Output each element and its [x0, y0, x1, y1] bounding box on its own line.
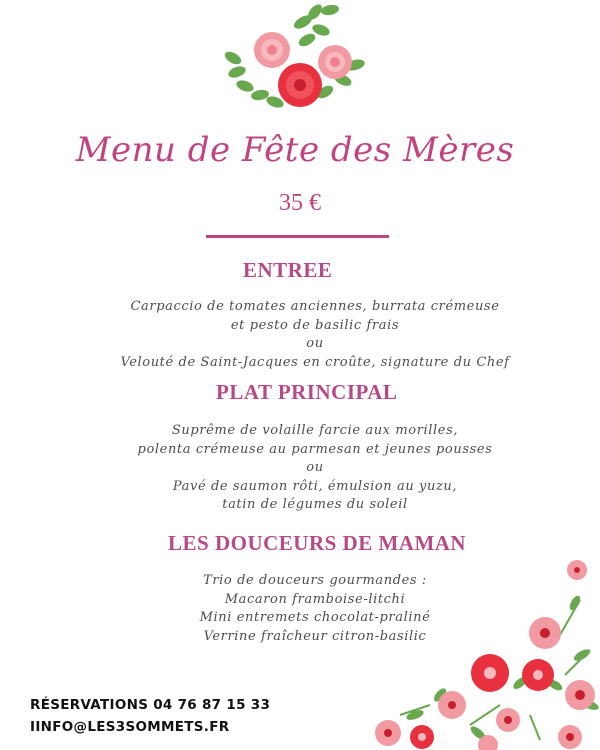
dish-line: Suprême de volaille farcie aux morilles, [171, 423, 459, 438]
floral-bouquet-icon [215, 0, 375, 115]
section-entree-dishes [0, 298, 600, 372]
floral-corner-icon [370, 555, 600, 750]
dish-line: tatin de légumes du soleil [222, 497, 408, 512]
dish-line: Pavé de saumon rôti, émulsion au yuzu, [172, 478, 458, 494]
dish-line: Mini entremets chocolat-praliné [199, 610, 431, 625]
section-plat-dishes [0, 422, 600, 515]
dish-line: Velouté de Saint-Jacques en croûte, signature du Chef [120, 354, 510, 370]
dish-line: ou [306, 336, 324, 351]
dish-line: ou [306, 460, 324, 475]
menu-price: 35 € [279, 190, 321, 216]
dish-line: polenta crémeuse au parmesan et jeunes pousses [137, 441, 493, 457]
section-heading-entree: ENTREE [243, 258, 333, 282]
section-heading-plat-principal: PLAT PRINCIPAL [216, 380, 398, 404]
divider [206, 235, 389, 238]
section-heading-desserts: LES DOUCEURS DE MAMAN [168, 531, 467, 555]
dish-line: Verrine fraîcheur citron-basilic [203, 628, 427, 644]
contact-email: IINFO@LES3SOMMETS.FR [30, 719, 230, 735]
dish-line: Trio de douceurs gourmandes : [203, 573, 427, 588]
menu-title: Menu de Fête des Mères [75, 130, 515, 170]
dish-line: Carpaccio de tomates anciennes, burrata crémeuse [130, 299, 500, 314]
dish-line: Macaron framboise-litchi [224, 591, 406, 607]
reservations-phone: RÉSERVATIONS 04 76 87 15 33 [30, 697, 271, 713]
dish-line: et pesto de basilic frais [230, 317, 400, 333]
